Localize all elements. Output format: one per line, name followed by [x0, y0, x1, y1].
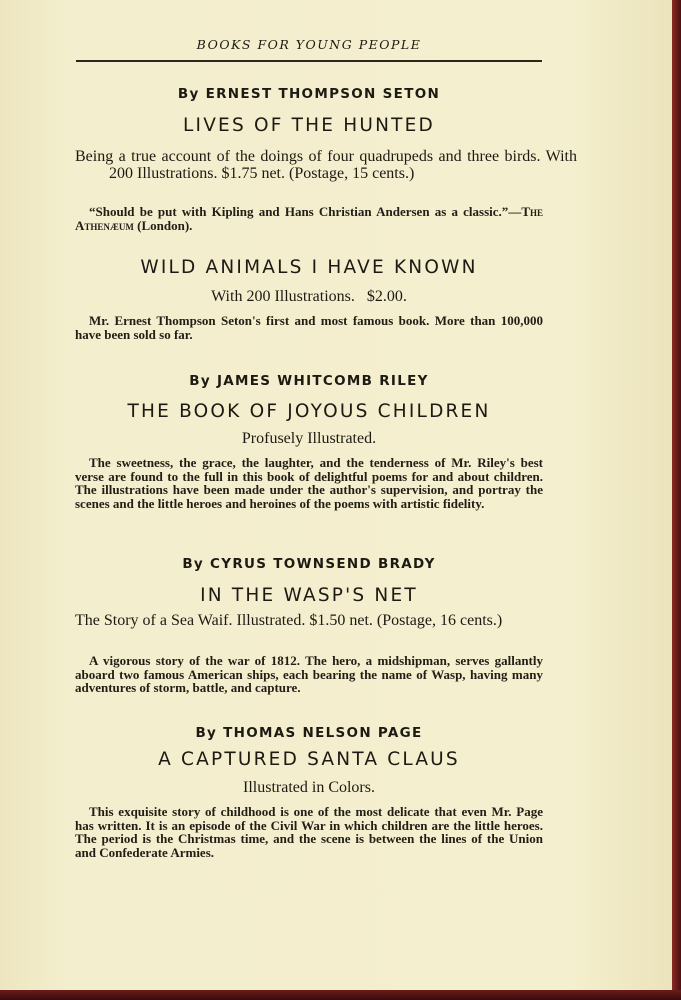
book-blurb: This exquisite story of childhood is one of the most delicate that even Mr. Page has written. It is an episode of the Civil War in which children are the little heroes. The period is the Christmas time, and the scene is between the lines of the Union and Confederate Armies.	[75, 804, 543, 860]
book-cover-edge-bottom	[0, 990, 681, 1000]
author-heading: By JAMES WHITCOMB RILEY	[189, 373, 429, 389]
header-rule	[76, 60, 542, 62]
quote-source: The Athenæum	[75, 204, 543, 233]
book-details: With 200 Illustrations. $2.00.	[211, 288, 407, 305]
book-title: A CAPTURED SANTA CLAUS	[158, 749, 460, 770]
book-details: Illustrated in Colors.	[243, 779, 375, 796]
quote-place: (London).	[133, 217, 193, 233]
book-blurb: Mr. Ernest Thompson Seton's first and most famous book. More than 100,000 have been sold so far.	[75, 313, 543, 342]
review-quote	[75, 205, 543, 232]
book-blurb: A vigorous story of the war of 1812. The hero, a midshipman, serves gallantly aboard two famous American ships, each bearing the name of Wasp, having many adventures of storm, battle, and capture.	[75, 653, 543, 695]
author-heading: By THOMAS NELSON PAGE	[195, 725, 423, 741]
book-title: WILD ANIMALS I HAVE KNOWN	[140, 257, 478, 278]
book-details: Being a true account of the doings of four quadrupeds and three birds. With 200 Illustrations. $1.75 net. (Postage, 15 cents.)	[75, 148, 577, 182]
quote-text: “Should be put with Kipling and Hans Christian Andersen as a classic.”—	[89, 204, 522, 219]
book-details: Profusely Illustrated.	[241, 430, 377, 447]
book-blurb: The sweetness, the grace, the laughter, and the tenderness of Mr. Riley's best verse are found to the full in this book of delightful poems for and about children. The illustrations have been made under the author's supervision, and portray the scenes and the little heroes and heroines of the poems with artistic fidelity.	[75, 455, 543, 511]
book-title: THE BOOK OF JOYOUS CHILDREN	[127, 401, 491, 422]
book-details: The Story of a Sea Waif. Illustrated. $1.50 net. (Postage, 16 cents.)	[75, 612, 503, 629]
book-title: IN THE WASP'S NET	[200, 585, 418, 606]
author-heading: By CYRUS TOWNSEND BRADY	[182, 556, 436, 572]
book-cover-edge-right	[672, 0, 681, 1000]
book-title: LIVES OF THE HUNTED	[183, 115, 435, 136]
author-heading: By ERNEST THOMPSON SETON	[177, 86, 441, 102]
running-head: BOOKS FOR YOUNG PEOPLE	[196, 37, 422, 52]
